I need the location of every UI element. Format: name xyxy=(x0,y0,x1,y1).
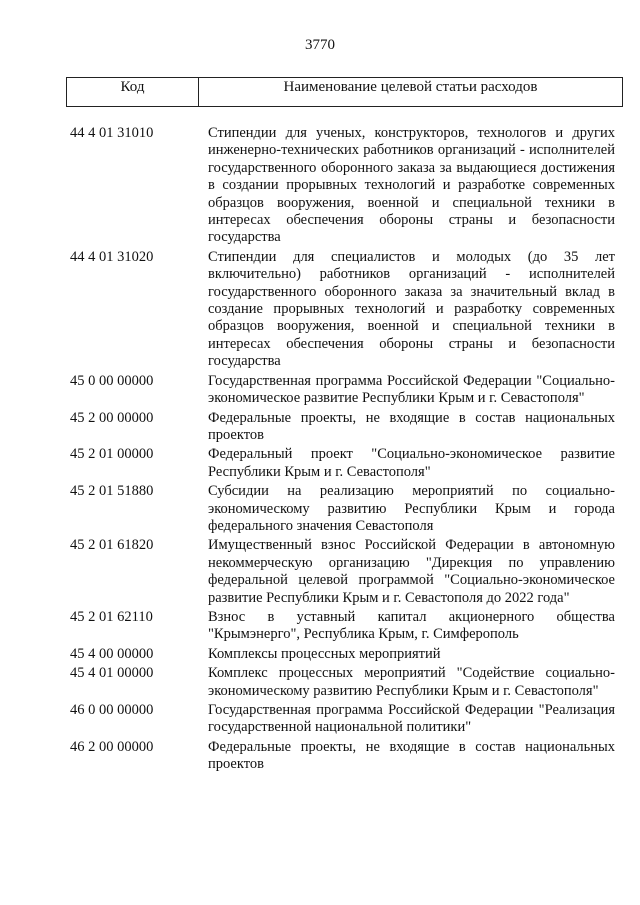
row-name: Субсидии на реализацию мероприятий по социально-экономическому развитию Республики Крым и города федерального значения Севастополя xyxy=(208,483,615,534)
row-name: Стипендии для ученых, конструкторов, технологов и других инженерно-технических работников организаций - исполнителей государственного оборонного заказа за выдающиеся достижения в создании прорывных технологий и разработке современных образцов вооружения, военной и специальной техники в интересах обеспечения обороны страны и безопасности государства xyxy=(208,125,615,246)
table-row xyxy=(70,410,615,445)
row-code: 45 2 00 00000 xyxy=(70,409,154,426)
row-name: Стипендии для специалистов и молодых (до 35 лет включительно) работников организаций - исполнителей государственного оборонного заказа за значительный вклад в создание прорывных технологий и разработку современных образцов вооружения, военной и специальной техники в интересах обеспечения обороны страны и безопасности государства xyxy=(208,248,615,370)
table-header xyxy=(66,77,623,107)
page-number: 3770 xyxy=(305,37,335,53)
table-row xyxy=(70,483,615,535)
row-code: 45 2 01 61820 xyxy=(70,537,154,554)
row-name: Комплекс процессных мероприятий "Содействие социально-экономическому развитию Республики Крым и г. Севастополя" xyxy=(208,665,615,699)
row-code: 46 2 00 00000 xyxy=(70,738,154,755)
row-name: Комплексы процессных мероприятий xyxy=(208,645,441,662)
row-name: Федеральные проекты, не входящие в состав национальных проектов xyxy=(208,738,615,773)
row-code: 45 0 00 00000 xyxy=(70,372,154,389)
row-code: 44 4 01 31010 xyxy=(70,125,154,141)
row-code: 46 0 00 00000 xyxy=(70,702,154,718)
header-code: Код xyxy=(67,78,199,106)
row-code: 45 4 01 00000 xyxy=(70,665,154,682)
table-row xyxy=(70,373,615,408)
row-name: Федеральные проекты, не входящие в состав национальных проектов xyxy=(208,409,615,443)
table-row xyxy=(70,665,615,700)
row-name: Государственная программа Российской Федерации "Социально-экономическое развитие Республики Крым и г. Севастополя" xyxy=(208,372,615,407)
table-row xyxy=(70,609,615,644)
table-row xyxy=(70,739,615,774)
header-name: Наименование целевой статьи расходов xyxy=(283,79,538,95)
row-name: Имущественный взнос Российской Федерации в автономную некоммерческую организацию "Дирекция по управлению федеральной целевой программой "Социально-экономическое развитие Республики Крым и г. Севастополя до 2022 года" xyxy=(208,537,615,606)
table-row xyxy=(70,702,615,737)
row-code: 45 2 01 62110 xyxy=(70,608,153,625)
table-row xyxy=(70,646,615,663)
row-code: 45 2 01 51880 xyxy=(70,483,154,500)
row-code: 45 4 00 00000 xyxy=(70,645,154,662)
expense-items-list xyxy=(70,125,615,776)
table-row xyxy=(70,125,615,247)
table-row xyxy=(70,537,615,607)
row-code: 44 4 01 31020 xyxy=(70,248,154,265)
row-code: 45 2 01 00000 xyxy=(70,446,154,463)
table-row xyxy=(70,446,615,481)
table-row xyxy=(70,249,615,371)
row-name: Взнос в уставный капитал акционерного общества "Крымэнерго", Республика Крым, г. Симферополь xyxy=(208,608,615,643)
row-name: Федеральный проект "Социально-экономическое развитие Республики Крым и г. Севастополя" xyxy=(208,446,615,480)
row-name: Государственная программа Российской Федерации "Реализация государственной национальной политики" xyxy=(208,702,615,736)
